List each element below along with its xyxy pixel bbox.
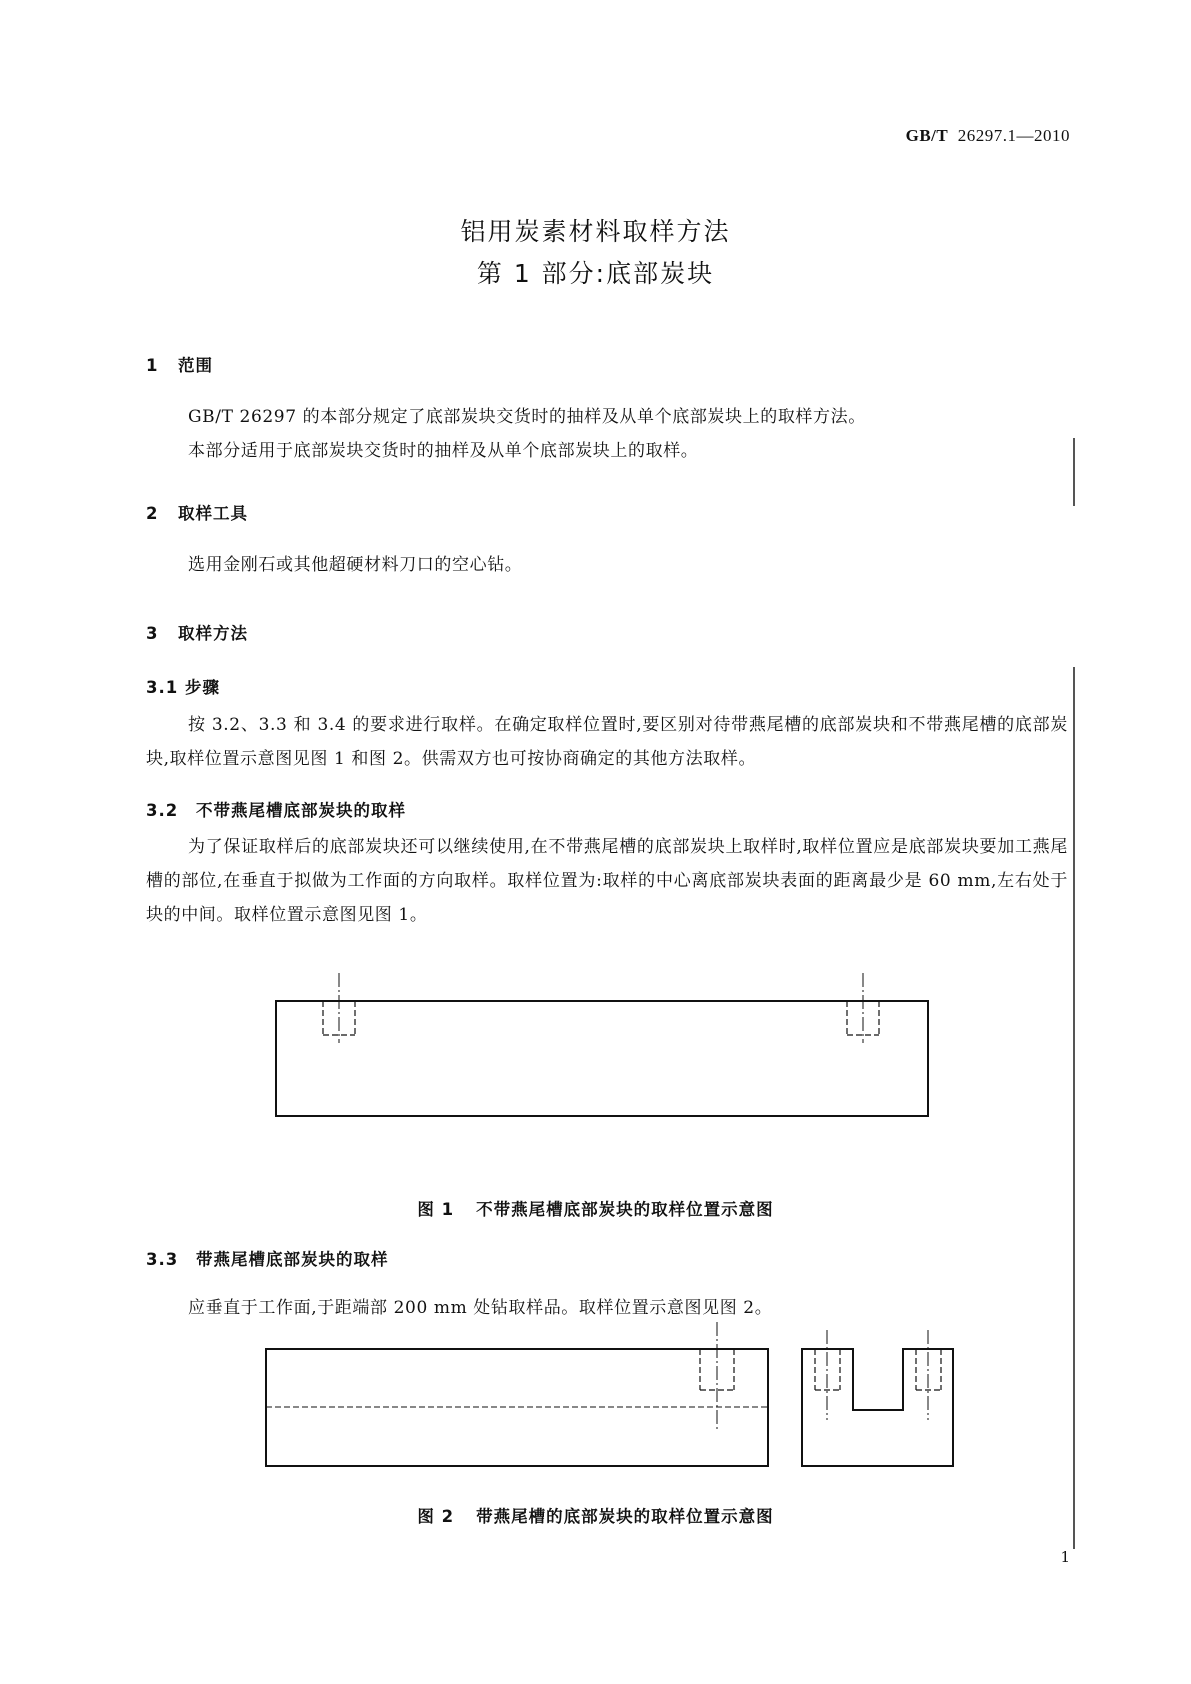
section-number: 3.1 [146, 678, 179, 697]
sample-hole-end-left [815, 1349, 840, 1390]
section-title: 范围 [178, 356, 213, 375]
subsection-3-2-heading [146, 797, 406, 821]
sample-hole-right [847, 1001, 879, 1035]
sample-hole-left [323, 1001, 355, 1035]
section-3-heading [146, 620, 248, 644]
sample-hole-end-right [916, 1349, 941, 1390]
figure-label: 图 1 [417, 1200, 455, 1219]
block-side-view [266, 1349, 768, 1466]
block-end-view [802, 1349, 953, 1466]
standard-number [820, 126, 1070, 146]
standard-prefix: GB/T [905, 126, 949, 145]
subsection-3-3-heading [146, 1246, 389, 1270]
section-number: 3 [146, 624, 159, 643]
page-number: 1 [1060, 1548, 1070, 1566]
paragraph: 选用金刚石或其他超硬材料刀口的空心钻。 [188, 555, 523, 575]
section-title: 取样方法 [178, 624, 248, 643]
paragraph: 按 3.2、3.3 和 3.4 的要求进行取样。在确定取样位置时,要区别对待带燕尾槽的底部炭块和不带燕尾槽的底部炭块,取样位置示意图见图 1 和图 2。供需双方也可按协商确定的其他方法取样。 [146, 715, 1068, 769]
figure-caption-text: 带燕尾槽的底部炭块的取样位置示意图 [476, 1507, 774, 1526]
section-title: 不带燕尾槽底部炭块的取样 [196, 801, 406, 820]
sample-hole-side [700, 1349, 734, 1390]
section-number: 1 [146, 356, 159, 375]
carbon-block-outline [276, 1001, 928, 1116]
section-2-heading [146, 500, 248, 524]
figure-2-caption [0, 1503, 1191, 1527]
figure-1-caption [0, 1196, 1191, 1220]
section-title: 带燕尾槽底部炭块的取样 [196, 1250, 389, 1269]
section-title: 步骤 [184, 678, 220, 697]
paragraph: GB/T 26297 的本部分规定了底部炭块交货时的抽样及从单个底部炭块上的取样方法。 [188, 407, 866, 427]
change-bar [1073, 667, 1075, 1549]
section-number: 3.2 [146, 801, 179, 820]
standard-code: 26297.1—2010 [957, 126, 1070, 145]
paragraph: 本部分适用于底部炭块交货时的抽样及从单个底部炭块上的取样。 [188, 441, 699, 461]
document-title: 铝用炭素材料取样方法 [460, 217, 731, 246]
section-number: 3.3 [146, 1250, 179, 1269]
figure-label: 图 2 [417, 1507, 455, 1526]
section-number: 2 [146, 504, 159, 523]
paragraph: 应垂直于工作面,于距端部 200 mm 处钻取样品。取样位置示意图见图 2。 [188, 1298, 773, 1318]
paragraph: 为了保证取样后的底部炭块还可以继续使用,在不带燕尾槽的底部炭块上取样时,取样位置应是底部炭块要加工燕尾槽的部位,在垂直于拟做为工作面的方向取样。取样位置为:取样的中心离底部炭块表面的距离最少是 60 mm,左右处于块的中间。取样位置示意图见图 1。 [146, 837, 1068, 925]
section-1-heading [146, 352, 213, 376]
section-title: 取样工具 [178, 504, 248, 523]
figure-caption-text: 不带燕尾槽底部炭块的取样位置示意图 [476, 1200, 774, 1219]
change-bar [1073, 438, 1075, 506]
subsection-3-1-heading [146, 674, 220, 698]
document-subtitle: 第 1 部分:底部炭块 [476, 259, 715, 288]
